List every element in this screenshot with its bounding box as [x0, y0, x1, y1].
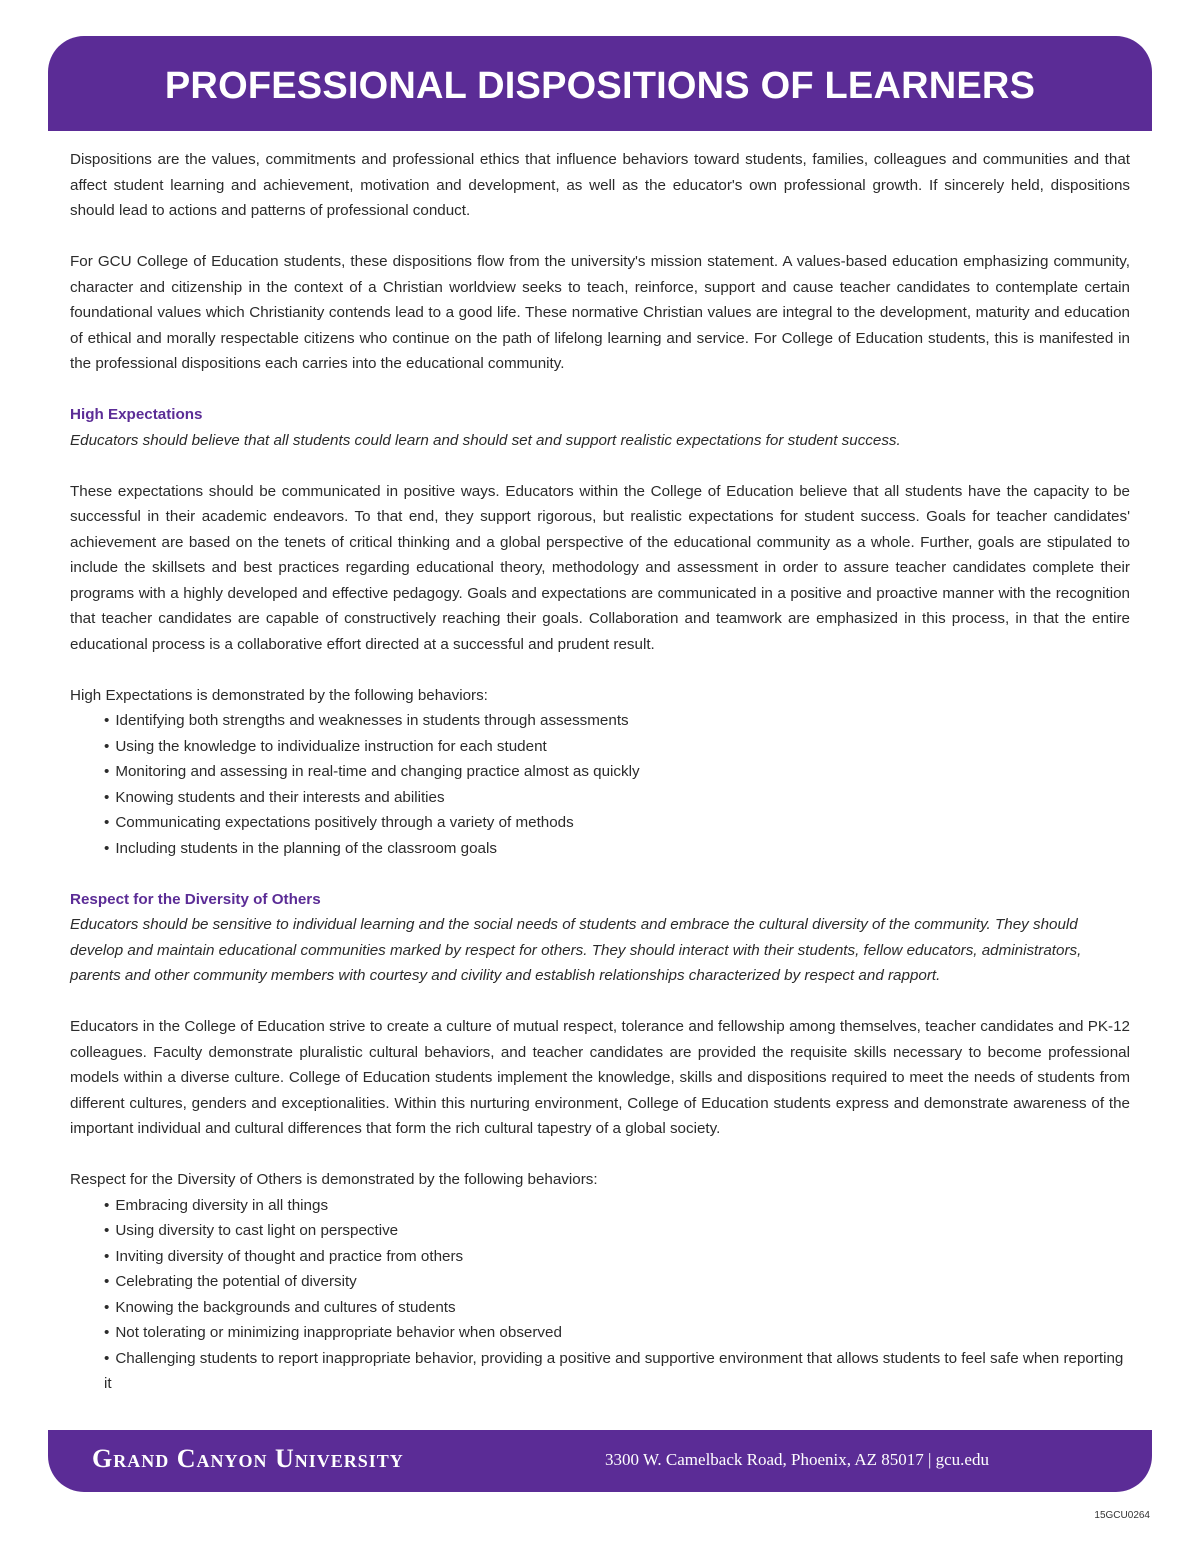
- footer-band: [48, 1430, 1152, 1492]
- respect-diversity-behaviors-intro: Respect for the Diversity of Others is demonstrated by the following behaviors:: [70, 1171, 598, 1188]
- intro-paragraph-2: For GCU College of Education students, these dispositions flow from the university's mission statement. A values-based education emphasizing community, character and citizenship in the context of a Christian worldview seeks to teach, reinforce, support and cause teacher candidates to contemplate certain foundational values which Christianity contends lead to a good life. These normative Christian values are integral to the development, maturity and education of ethical and morally respectable citizens who continue on the path of lifelong learning and service. For College of Education students, this is manifested in the professional dispositions each carries into the educational community.: [70, 253, 1130, 372]
- document-code: 15GCU0264: [1094, 1510, 1150, 1521]
- list-item: • Identifying both strengths and weaknesses in students through assessments: [104, 708, 1130, 734]
- high-expectations-body: These expectations should be communicated in positive ways. Educators within the College of Education believe that all students have the capacity to be successful in their academic endeavors. To that end, they support rigorous, but realistic expectations for student success. Goals for teacher candidates' achievement are based on the tenets of critical thinking and a global perspective of the educational community as a whole. Further, goals are stipulated to include the skillsets and best practices regarding educational theory, methodology and assessment in order to assure teacher candidates complete their programs with a highly developed and effective pedagogy. Goals and expectations are communicated in a positive and proactive manner with the recognition that teacher candidates are capable of constructively reaching their goals. Collaboration and teamwork are emphasized in this process, in that the entire educational process is a collaborative effort directed at a successful and prudent result.: [70, 482, 1130, 653]
- list-item: • Communicating expectations positively through a variety of methods: [104, 810, 1130, 836]
- footer-address: 3300 W. Camelback Road, Phoenix, AZ 85017 | gcu.edu: [605, 1450, 989, 1469]
- list-item: • Challenging students to report inappropriate behavior, providing a positive and supportive environment that allows students to feel safe when reporting it: [104, 1346, 1130, 1397]
- section-heading-respect-diversity: Respect for the Diversity of Others: [70, 890, 321, 908]
- list-item: • Celebrating the potential of diversity: [104, 1269, 1130, 1295]
- page-title: PROFESSIONAL DISPOSITIONS OF LEARNERS: [164, 65, 1036, 107]
- list-item: • Not tolerating or minimizing inappropriate behavior when observed: [104, 1320, 1130, 1346]
- list-item: • Knowing students and their interests and abilities: [104, 785, 1130, 811]
- header-band: [48, 36, 1152, 131]
- list-item: • Using diversity to cast light on perspective: [104, 1218, 1130, 1244]
- university-logo: Grand Canyon University: [92, 1444, 404, 1473]
- intro-paragraph-1: Dispositions are the values, commitments and professional ethics that influence behaviors toward students, families, colleagues and communities and that affect student learning and achievement, motivation and development, as well as the educator's own professional growth. If sincerely held, dispositions should lead to actions and patterns of professional conduct.: [70, 151, 1130, 219]
- list-item: • Embracing diversity in all things: [104, 1193, 1130, 1219]
- list-item: • Monitoring and assessing in real-time and changing practice almost as quickly: [104, 759, 1130, 785]
- respect-diversity-body: Educators in the College of Education strive to create a culture of mutual respect, tolerance and fellowship among themselves, teacher candidates and PK-12 colleagues. Faculty demonstrate pluralistic cultural behaviors, and teacher candidates are provided the requisite skills necessary to become professional models within a diverse culture. College of Education students implement the knowledge, skills and dispositions required to meet the needs of students from different cultures, genders and exceptionalities. Within this nurturing environment, College of Education students express and demonstrate awareness of the important individual and cultural differences that form the rich cultural tapestry of a global society.: [70, 1018, 1130, 1137]
- high-expectations-behaviors-intro: High Expectations is demonstrated by the following behaviors:: [70, 686, 488, 704]
- high-expectations-behavior-list: [70, 708, 1130, 861]
- list-item: • Inviting diversity of thought and practice from others: [104, 1244, 1130, 1270]
- list-item: • Including students in the planning of the classroom goals: [104, 836, 1130, 862]
- section-heading-high-expectations: High Expectations: [70, 406, 203, 423]
- respect-diversity-behavior-list: [70, 1193, 1130, 1397]
- list-item: • Knowing the backgrounds and cultures of students: [104, 1295, 1130, 1321]
- list-item: • Using the knowledge to individualize instruction for each student: [104, 734, 1130, 760]
- document-body: [70, 147, 1130, 1422]
- respect-diversity-summary: Educators should be sensitive to individual learning and the social needs of students and embrace the cultural diversity of the community. They should develop and maintain educational communities marked by respect for others. They should interact with their students, fellow educators, administrators, parents and other community members with courtesy and civility and establish relationships characterized by respect and rapport.: [70, 916, 1082, 984]
- high-expectations-summary: Educators should believe that all students could learn and should set and support realistic expectations for student success.: [70, 431, 901, 449]
